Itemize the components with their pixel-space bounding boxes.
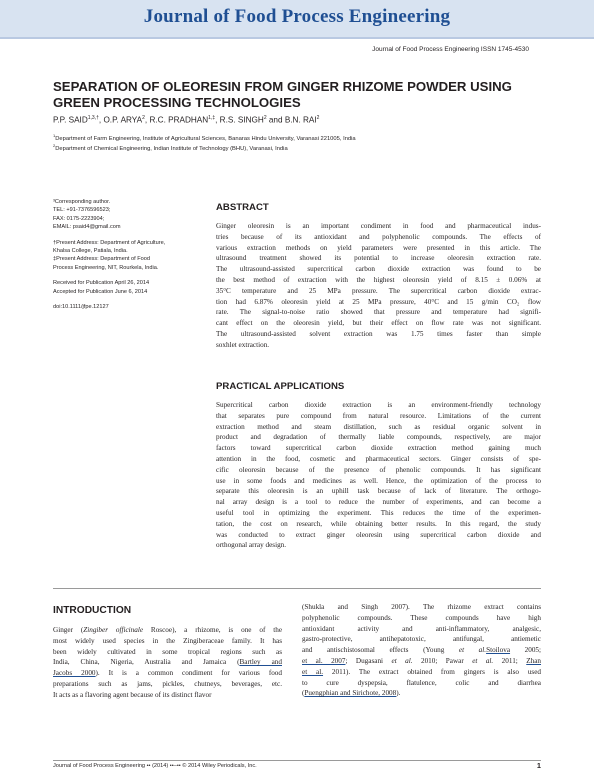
author-name: B.N. RAI: [284, 115, 317, 125]
text-line: soxhlet extraction.: [216, 340, 270, 349]
italic-text: et al.: [391, 656, 413, 665]
text-line: cific oleoresin because of the presence of phenolic compounds. It has significant: [216, 465, 541, 474]
author-name: O.P. ARYA: [103, 115, 143, 125]
text-line: Ginger (Zingiber officinale Roscoe), a rhizome, is one of the: [53, 626, 283, 634]
italic-text: Zingiber officinale: [83, 626, 144, 634]
text-line: Ginger oleoresin is an important condiment in food and pharmaceutical indus-: [216, 222, 541, 230]
text-line: preparations such as jams, pickles, chutneys, beverages, etc.: [53, 679, 282, 688]
text-line: Supercritical carbon dioxide extraction is an environment-friendly technology: [216, 401, 541, 409]
text-line: was conducted to extract ginger oleoresin using supercritical carbon dioxide and: [216, 530, 541, 539]
text-line: to cure dyspepsia, flatulence, colic and diarrhea: [302, 678, 541, 687]
text-line: cant effect on the oleoresin yield, but their effect on flow rate was not significant.: [216, 319, 541, 328]
text-line: tries because of its antioxidant and polyphenolic compounds. The effects of: [216, 232, 541, 241]
present-address-block: †Present Address: Department of Agriculture, Khalsa College, Patiala, India. ‡Present Address: Department of Food Process Engineering, NIT, Rourkela, India.: [53, 239, 166, 271]
citation-link[interactable]: Stoilova: [486, 646, 511, 655]
text-line: nal array design is a tool to reduce the number of experiments, and can become a: [216, 498, 541, 507]
practical-applications-body: [216, 400, 541, 551]
text-line: The ultrasound-assisted solvent extraction was 1.75 times faster than simple: [216, 329, 541, 338]
abstract-heading: ABSTRACT: [216, 202, 269, 213]
citation-link[interactable]: Puengphian and Sirichote, 2008: [304, 689, 397, 698]
author-affiliation-marker: 2: [263, 115, 267, 121]
citation-link[interactable]: Zhan: [526, 656, 542, 665]
footer-citation: Journal of Food Process Engineering •• (2014) ••–•• © 2014 Wiley Periodicals, Inc.: [53, 763, 257, 769]
text-line: ultrasound treatment showed its potential to increase oleoresin extraction rate.: [216, 254, 541, 263]
footer-rule: [53, 760, 541, 761]
text-line: product and degradation of thermally liable compounds, respectively, are major: [216, 433, 541, 442]
text-line: most widely used species in the Zingiberaceae family. It has: [53, 636, 282, 645]
author-affiliation-marker: 1,‡: [208, 115, 216, 121]
text-line: orthogonal array design.: [216, 541, 287, 550]
citation-link[interactable]: et al.: [302, 667, 324, 676]
introduction-left-column: [53, 625, 282, 701]
italic-text: et al.: [472, 656, 494, 665]
citation-link[interactable]: Jacobs 2000: [53, 669, 96, 678]
text-line: use in some foods and medicines as well. Hence, the optimization of the process to: [216, 476, 541, 485]
text-line: et al. 2011). The extract obtained from gingers is also used: [302, 667, 542, 676]
citation-link[interactable]: Bartley and: [239, 658, 282, 667]
italic-text: et al.: [458, 646, 487, 655]
article-sidebar: [53, 198, 203, 318]
section-divider: [53, 588, 541, 589]
text-line: antioxidant activity and anti-inflammatory, analgesic,: [302, 624, 541, 633]
publication-dates: Received for Publication April 26, 2014 Accepted for Publication June 6, 2014: [53, 280, 150, 295]
article-title: SEPARATION OF OLEORESIN FROM GINGER RHIZOME POWDER USING GREEN PROCESSING TECHNOLOGIES: [53, 79, 512, 110]
text-line: extraction method and steam distillation, such as residual organic solvent in: [216, 422, 541, 431]
issn-line: Journal of Food Process Engineering ISSN 1745-4530: [372, 46, 529, 53]
text-line: Jacobs 2000). It is a common condiment for various food: [53, 669, 282, 678]
text-line: and antischistosomal effects (Young et al.Stoilova 2005;: [302, 646, 542, 655]
abstract-body: [216, 221, 541, 351]
introduction-right-column: [302, 602, 541, 699]
text-line: the best method of extraction with the highest oleoresin yield of 8.15 ± 0.06% at: [216, 275, 541, 284]
journal-title: Journal of Food Process Engineering: [143, 6, 451, 27]
text-line: various extraction methods on yield parameters were presented in this article. The: [216, 243, 541, 252]
text-line: factors toward supercritical carbon dioxide extraction method gaining much: [216, 444, 541, 453]
page-number: 1: [536, 761, 541, 770]
affiliation-1: $^1$Department of Farm Engineering, Institute of Agricultural Sciences, Banaras Hindu University, Varanasi 221005, India: [53, 133, 356, 142]
text-line: (Puengphian and Sirichote, 2008).: [302, 689, 401, 698]
author-name: P.P. SAID: [53, 115, 88, 125]
text-line: separate this oleoresin is an uphill task because of lack of literature. The orthogo-: [216, 487, 541, 496]
author-name: R.C. PRADHAN: [149, 115, 209, 125]
text-line: rate. The signal-to-noise ratio showed that pressure and temperature had signifi-: [216, 308, 541, 317]
affiliation-2: $^2$Department of Chemical Engineering, Indian Institute of Technology (BHU), Varanasi, India: [53, 143, 288, 152]
correspondence-block: ³Corresponding author. TEL: +91-7376596523; FAX: 0175-2223904; EMAIL: psaid4@gmail.com: [53, 199, 121, 231]
text-line: useful tool in optimizing the experiment. This reduces the time of the experimen-: [216, 508, 541, 517]
author-affiliation-marker: 2: [142, 115, 145, 121]
practical-applications-heading: PRACTICAL APPLICATIONS: [216, 381, 345, 392]
author-list: P.P. $SAID^{1,3,\dagger}$, O.P. ARYA$^2$, R.C. $PRADHAN^{1,\ddagger}$, R.S. SINGH$^2$ and B.N. RAI$^2$: [53, 115, 320, 125]
text-line: tation, the cost on research, while obtaining better results. In this regard, the study: [216, 519, 541, 528]
introduction-heading: INTRODUCTION: [53, 605, 132, 616]
text-line: polyphenolic compounds. These compounds have high: [302, 613, 541, 622]
text-line: India, China, Nigeria, Australia and Jamaica (Bartley and: [53, 658, 282, 667]
citation-link[interactable]: et al. 2007: [302, 656, 346, 665]
text-line: attention in the food, cosmetic and pharmaceutical sectors. Ginger consists of spe-: [216, 454, 541, 463]
text-line: been widely cultivated in some tropical regions such as: [53, 647, 282, 656]
doi[interactable]: doi:10.1111/jfpe.12127: [53, 304, 109, 311]
text-line: It acts as a flavoring agent because of its distinct flavor: [53, 690, 212, 699]
text-line: tion had 6.87% oleoresin yield at 25 MPa pressure, 40°C and 15 g/min CO₂ flow: [216, 297, 541, 306]
text-line: The ultrasound-assisted supercritical carbon dioxide extraction was found to be: [216, 265, 541, 274]
text-line: (Shukla and Singh 2007). The rhizome extract contains: [302, 603, 541, 611]
author-affiliation-marker: 2: [316, 115, 320, 121]
text-line: 35°C temperature and 25 MPa pressure. The supercritical carbon dioxide extrac-: [216, 286, 541, 295]
text-line: et al. 2007; Dugasani et al. 2010; Pawar et al. 2011; Zhan: [302, 656, 542, 665]
author-affiliation-marker: 1,3,†: [87, 115, 99, 121]
text-line: gastro-protective, antihepatotoxic, antifungal, antiemetic: [302, 635, 541, 644]
journal-banner: [0, 0, 594, 39]
author-name: R.S. SINGH: [219, 115, 264, 125]
text-line: that separates pure compound from natural resource. Limitations of the current: [216, 411, 541, 420]
